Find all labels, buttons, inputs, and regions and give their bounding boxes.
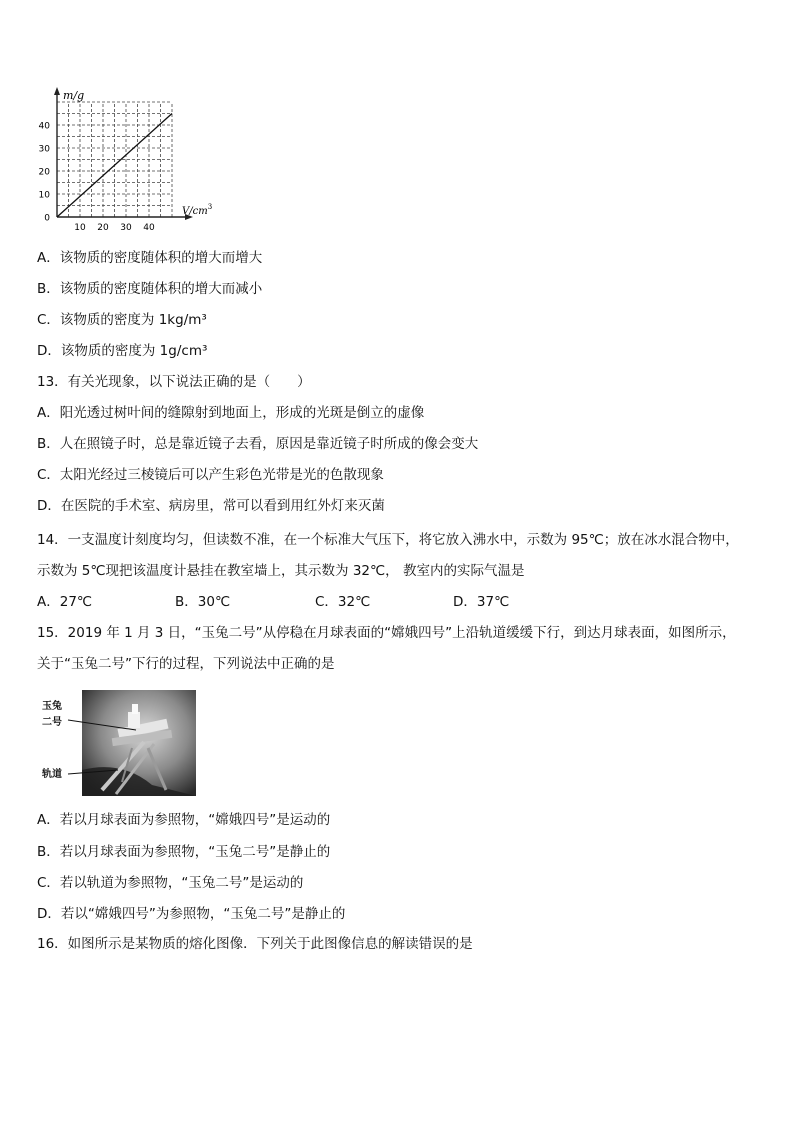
x-tick-label: 10 bbox=[74, 223, 86, 233]
x-tick-label: 40 bbox=[143, 223, 155, 233]
y-axis-arrow bbox=[54, 87, 60, 95]
track-label: 轨道 bbox=[42, 769, 62, 780]
y-tick-label: 0 bbox=[44, 213, 50, 224]
q15-option-b: B．若以月球表面为参照物，“玉兔二号”是静止的 bbox=[37, 844, 331, 860]
q13-option-d: D．在医院的手术室、病房里，常可以看到用红外灯来灭菌 bbox=[37, 498, 385, 514]
y-tick-label: 20 bbox=[38, 167, 50, 178]
x-axis-label: $V/cm^3$ bbox=[182, 203, 213, 217]
q12-option-a: A．该物质的密度随体积的增大而增大 bbox=[37, 250, 263, 266]
rover-figure bbox=[40, 688, 200, 798]
q14-stem-line2: 示数为 5℃现把该温度计悬挂在教室墙上，其示数为 32℃， 教室内的实际气温是 bbox=[37, 563, 525, 579]
rover-label-line2: 二号 bbox=[42, 717, 62, 728]
y-tick-label: 10 bbox=[38, 190, 50, 201]
q12-option-c: C．该物质的密度为 1kg/m³ bbox=[37, 312, 207, 328]
q12-option-b: B．该物质的密度随体积的增大而减小 bbox=[37, 281, 263, 297]
y-axis-label: m/g bbox=[63, 89, 85, 102]
x-tick-label: 20 bbox=[97, 223, 109, 233]
q12-option-d: D．该物质的密度为 1g/cm³ bbox=[37, 343, 208, 359]
q13-option-b: B．人在照镜子时，总是靠近镜子去看，原因是靠近镜子时所成的像会变大 bbox=[37, 436, 479, 452]
q14-option-c: C．32℃ bbox=[315, 594, 371, 610]
q14-options bbox=[37, 592, 509, 612]
q15-option-d: D．若以“嫦娥四号”为参照物，“玉兔二号”是静止的 bbox=[37, 906, 346, 922]
x-tick-label: 30 bbox=[120, 223, 132, 233]
q15-stem-line2: 关于“玉兔二号”下行的过程，下列说法中正确的是 bbox=[37, 656, 335, 672]
q16-stem: 16．如图所示是某物质的熔化图像．下列关于此图像信息的解读错误的是 bbox=[37, 936, 473, 952]
q14-option-a: A．27℃ bbox=[37, 594, 93, 610]
mass-volume-chart bbox=[30, 84, 220, 234]
q15-option-a: A．若以月球表面为参照物，“嫦娥四号”是运动的 bbox=[37, 812, 331, 828]
y-tick-label: 30 bbox=[38, 144, 50, 155]
y-tick-label: 40 bbox=[38, 121, 50, 132]
y-tick-labels bbox=[39, 122, 51, 224]
q15-stem-line1: 15．2019 年 1 月 3 日，“玉兔二号”从停稳在月球表面的“嫦娥四号”上沿轨道缓缓下行，到达月球表面，如图所示， bbox=[37, 625, 736, 641]
q14-stem-line1: 14．一支温度计刻度均匀，但读数不准，在一个标准大气压下，将它放入沸水中，示数为 95℃；放在冰水混合物中， bbox=[37, 532, 739, 548]
q13-option-a: A．阳光透过树叶间的缝隙射到地面上，形成的光斑是倒立的虚像 bbox=[37, 405, 425, 421]
q14-option-d: D．37℃ bbox=[453, 594, 510, 610]
rover-label-line1: 玉兔 bbox=[42, 701, 62, 712]
q13-option-c: C．太阳光经过三棱镜后可以产生彩色光带是光的色散现象 bbox=[37, 467, 384, 483]
q14-option-b: B．30℃ bbox=[175, 594, 231, 610]
q15-option-c: C．若以轨道为参照物，“玉兔二号”是运动的 bbox=[37, 875, 304, 891]
x-tick-labels bbox=[74, 223, 155, 233]
chart-grid bbox=[57, 102, 172, 217]
q13-stem: 13．有关光现象，以下说法正确的是（ ） bbox=[37, 374, 311, 390]
